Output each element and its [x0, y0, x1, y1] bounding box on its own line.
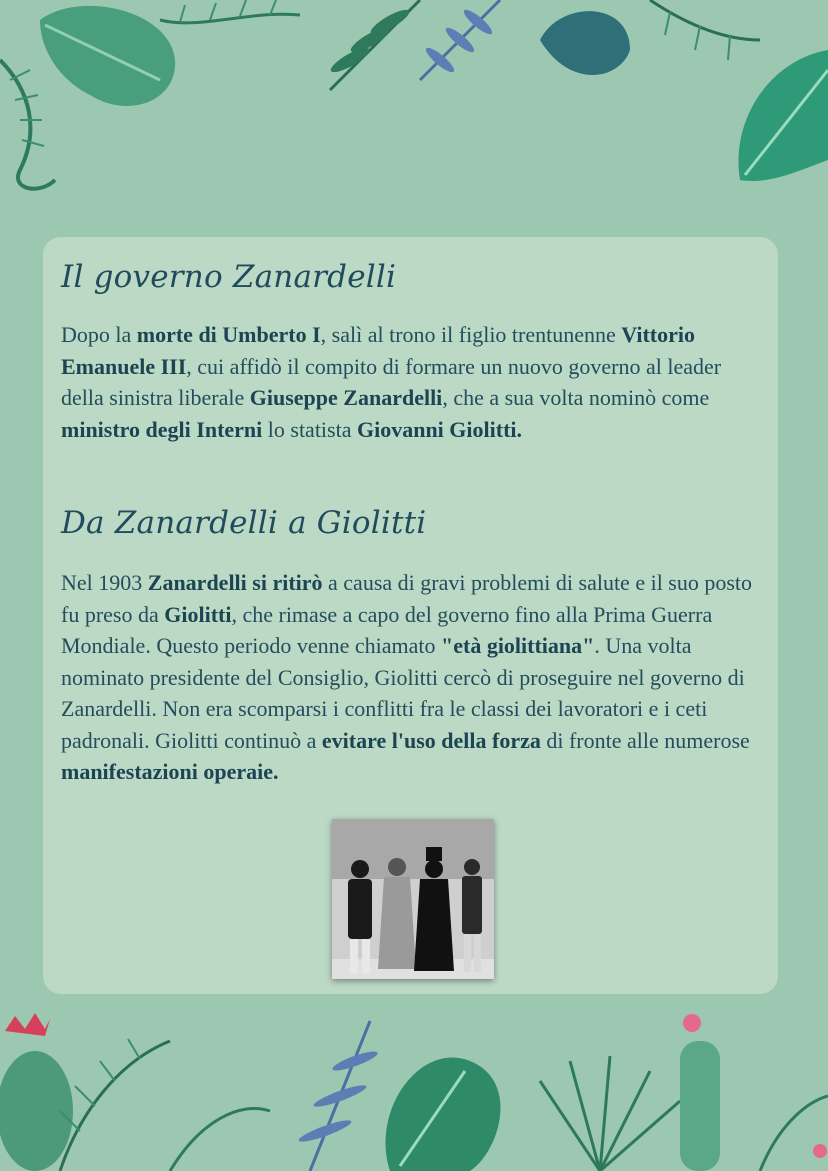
bold-text-run: Giovanni Giolitti. — [356, 416, 523, 442]
cactus-icon — [0, 1013, 73, 1171]
bold-text-run: evitare l'uso della forza — [321, 727, 541, 753]
palm-leaf-icon — [540, 11, 630, 75]
section-title-giolitti: Da Zanardelli a Giolitti — [61, 505, 427, 541]
bold-text-run: Vittorio Emanuele III — [61, 322, 695, 379]
bottom-foliage-decoration — [0, 1001, 828, 1171]
text-run: lo statista — [262, 416, 357, 442]
bold-text-run: manifestazioni operaie. — [61, 759, 279, 784]
text-run: a causa di gravi problemi di salute e il suo posto fu preso da — [61, 570, 753, 627]
text-run: , cui affidò il compito di formare un nuovo governo al leader della sinistra liberale — [61, 353, 722, 410]
bold-text-run: "età giolittiana" — [441, 633, 595, 658]
text-run: Nel 1903 — [61, 570, 148, 595]
blue-fern-icon — [297, 1021, 379, 1171]
leaf-icon — [40, 6, 175, 106]
content-card — [43, 237, 778, 994]
text-run: , salì al trono il figlio trentunenne — [320, 322, 622, 347]
top-foliage-decoration — [0, 0, 828, 200]
bold-text-run: Giolitti — [164, 601, 232, 627]
monstera-leaf-icon — [385, 1058, 500, 1171]
bold-text-run: Zanardelli si ritirò — [147, 570, 323, 595]
text-run: Dopo la — [61, 322, 137, 347]
section-text-zanardelli — [61, 319, 761, 445]
bold-text-run: ministro degli Interni — [61, 416, 263, 442]
text-run: . Una volta nominato presidente del Consiglio, Giolitti cercò di proseguire nel governo di Zanardelli. Non era scomparsi i conflitti fra le classi dei lavoratori e i ceti padronali. Giolitti continuò a — [61, 633, 745, 753]
text-run: di fronte alle numerose — [540, 727, 750, 753]
bold-text-run: Giuseppe Zanardelli — [249, 385, 443, 410]
cactus-icon — [680, 1014, 720, 1171]
bold-text-run: morte di Umberto I — [136, 322, 321, 347]
section-title-zanardelli: Il governo Zanardelli — [61, 259, 397, 295]
section-text-giolitti — [61, 567, 761, 788]
monstera-leaf-icon — [738, 50, 828, 181]
historical-photo — [332, 819, 494, 979]
palm-leaf-icon — [540, 1056, 680, 1171]
text-run: , che a sua volta nominò come — [442, 385, 710, 410]
text-run: , che rimase a capo del governo fino alla Prima Guerra Mondiale. Questo periodo venne chiamato — [61, 601, 713, 658]
